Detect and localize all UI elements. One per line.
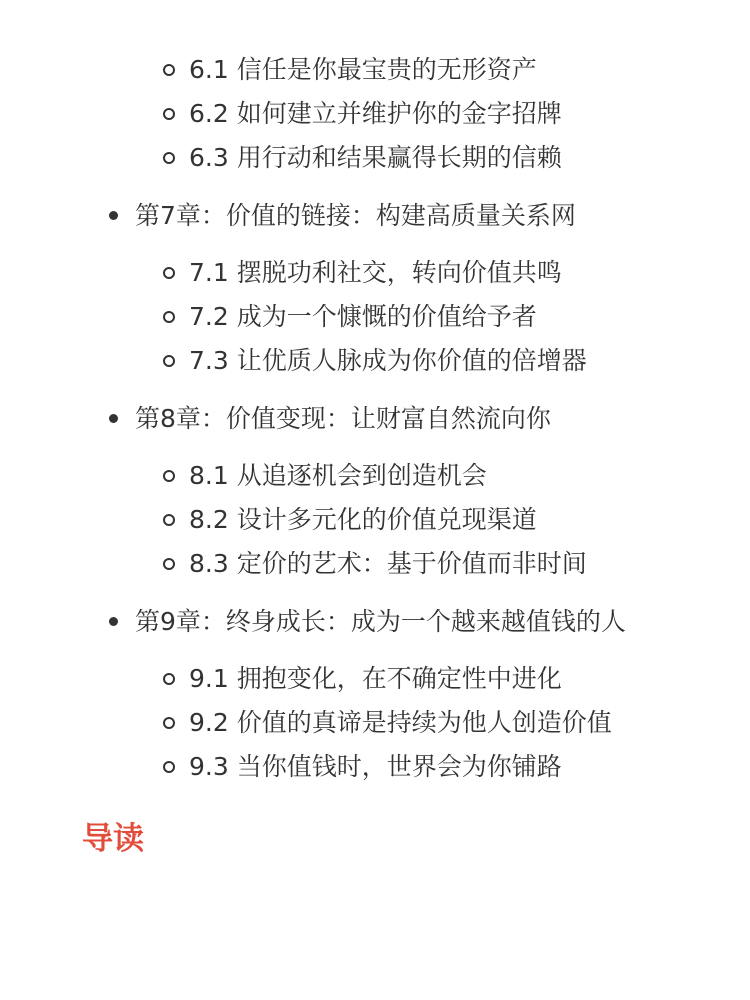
section-heading: 导读 [82, 821, 144, 857]
list-item-label: 8.1 从追逐机会到创造机会 [189, 461, 487, 490]
list-item-label: 9.1 拥抱变化，在不确定性中进化 [189, 664, 562, 693]
list-item-label: 6.3 用行动和结果赢得长期的信赖 [189, 143, 562, 172]
list-item-label: 8.2 设计多元化的价值兑现渠道 [189, 505, 537, 534]
disc-bullet-icon [109, 414, 118, 423]
disc-bullet-icon [109, 211, 118, 220]
circle-bullet-icon [163, 108, 175, 120]
circle-bullet-icon [163, 355, 175, 367]
chapter-title: 第9章：终身成长：成为一个越来越值钱的人 [135, 607, 626, 636]
list-item-label: 7.1 摆脱功利社交，转向价值共鸣 [189, 258, 562, 287]
list-item-label: 7.3 让优质人脉成为你价值的倍增器 [189, 346, 587, 375]
list-item-label: 6.2 如何建立并维护你的金字招牌 [189, 99, 562, 128]
list-item-label: 8.3 定价的艺术：基于价值而非时间 [189, 549, 587, 578]
circle-bullet-icon [163, 717, 175, 729]
chapter-title: 第8章：价值变现：让财富自然流向你 [135, 404, 551, 433]
circle-bullet-icon [163, 558, 175, 570]
list-item-label: 9.3 当你值钱时，世界会为你铺路 [189, 752, 562, 781]
circle-bullet-icon [163, 761, 175, 773]
circle-bullet-icon [163, 64, 175, 76]
circle-bullet-icon [163, 267, 175, 279]
circle-bullet-icon [163, 673, 175, 685]
list-item-label: 7.2 成为一个慷慨的价值给予者 [189, 302, 537, 331]
circle-bullet-icon [163, 514, 175, 526]
circle-bullet-icon [163, 152, 175, 164]
chapter-title: 第7章：价值的链接：构建高质量关系网 [135, 201, 576, 230]
list-item-label: 9.2 价值的真谛是持续为他人创造价值 [189, 708, 612, 737]
circle-bullet-icon [163, 470, 175, 482]
list-item-label: 6.1 信任是你最宝贵的无形资产 [189, 55, 537, 84]
disc-bullet-icon [109, 617, 118, 626]
circle-bullet-icon [163, 311, 175, 323]
